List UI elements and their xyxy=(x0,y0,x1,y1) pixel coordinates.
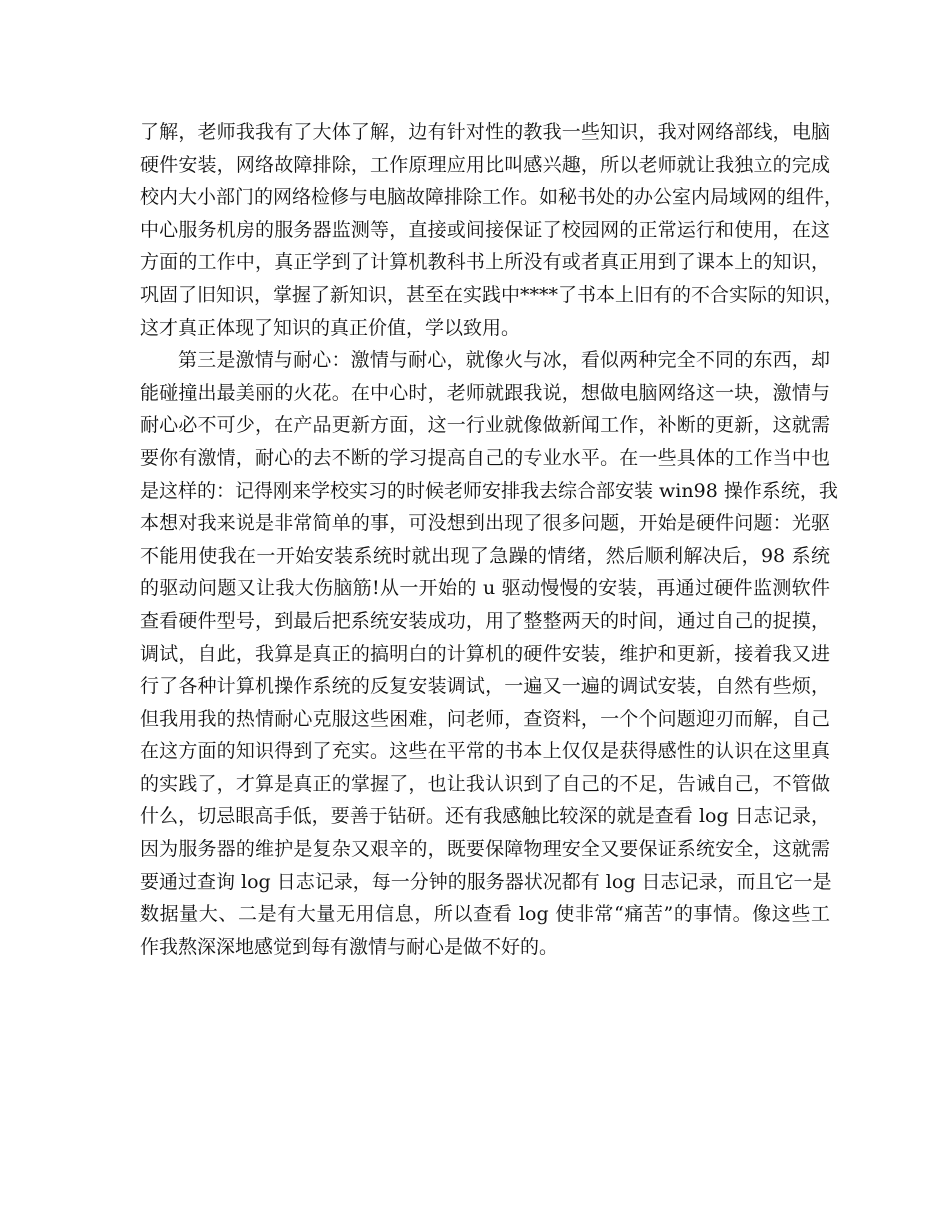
document-body xyxy=(140,116,844,963)
paragraph-line: 了解，老师我我有了大体了解，边有针对性的教我一些知识，我对网络部线，电脑 xyxy=(140,121,830,143)
paragraph-line: 校内大小部门的网络检修与电脑故障排除工作。如秘书处的办公室内局域网的组件， xyxy=(140,186,844,209)
paragraph-line: 第三是激情与耐心：激情与耐心，就像火与冰，看似两种完全不同的东西，却 xyxy=(178,349,830,372)
paragraph-line: 在这方面的知识得到了充实。这些在平常的书本上仅仅是获得感性的认识在这里真 xyxy=(140,740,830,763)
paragraph-line: 要通过查询 log 日志记录，每一分钟的服务器状况都有 log 日志记录，而且它一是 xyxy=(140,870,832,893)
paragraph-2 xyxy=(140,344,838,963)
paragraph-line: 硬件安装，网络故障排除，工作原理应用比叫感兴趣，所以老师就让我独立的完成 xyxy=(140,153,830,176)
paragraph-line: 查看硬件型号，到最后把系统安装成功，用了整整两天的时间，通过自己的捉摸， xyxy=(140,609,830,632)
paragraph-line: 巩固了旧知识，掌握了新知识，甚至在实践中****了书本上旧有的不合实际的知识， xyxy=(140,283,844,306)
paragraph-line: 数据量大、二是有大量无用信息，所以查看 log 使非常“痛苦”的事情。像这些工 xyxy=(140,903,830,926)
paragraph-line: 作我熬深深地感觉到每有激情与耐心是做不好的。 xyxy=(140,935,559,958)
paragraph-line: 耐心必不可少，在产品更新方面，这一行业就像做新闻工作，补断的更新，这就需 xyxy=(140,414,830,437)
paragraph-line: 行了各种计算机操作系统的反复安装调试，一遍又一遍的调试安装，自然有些烦， xyxy=(140,675,830,698)
paragraph-line: 能碰撞出最美丽的火花。在中心时，老师就跟我说，想做电脑网络这一块，激情与 xyxy=(140,381,830,404)
paragraph-line: 是这样的：记得刚来学校实习的时候老师安排我去综合部安装 win98 操作系统，我 xyxy=(140,479,838,502)
paragraph-1 xyxy=(140,116,844,344)
paragraph-line: 本想对我来说是非常简单的事，可没想到出现了很多问题，开始是硬件问题：光驱 xyxy=(140,512,830,535)
paragraph-line: 但我用我的热情耐心克服这些困难，问老师，查资料，一个个问题迎刃而解，自己 xyxy=(140,707,830,730)
paragraph-line: 的驱动问题又让我大伤脑筋!从一开始的 u 驱动慢慢的安装，再通过硬件监测软件 xyxy=(140,577,830,600)
paragraph-line: 什么，切忌眼高手低，要善于钻研。还有我感触比较深的就是查看 log 日志记录， xyxy=(140,805,830,828)
paragraph-line: 的实践了，才算是真正的掌握了，也让我认识到了自己的不足，告诫自己，不管做 xyxy=(140,772,830,795)
paragraph-line: 不能用使我在一开始安装系统时就出现了急躁的情绪，然后顺利解决后，98 系统 xyxy=(140,544,830,567)
paragraph-line: 因为服务器的维护是复杂又艰辛的，既要保障物理安全又要保证系统安全，这就需 xyxy=(140,838,830,861)
paragraph-line: 这才真正体现了知识的真正价值，学以致用。 xyxy=(140,316,521,339)
paragraph-line: 调试，自此，我算是真正的搞明白的计算机的硬件安装，维护和更新，接着我又进 xyxy=(140,642,830,665)
paragraph-line: 中心服务机房的服务器监测等，直接或间接保证了校园网的正常运行和使用，在这 xyxy=(140,218,830,241)
paragraph-line: 要你有激情，耐心的去不断的学习提高自己的专业水平。在一些具体的工作当中也 xyxy=(140,446,830,469)
paragraph-line: 方面的工作中，真正学到了计算机教科书上所没有或者真正用到了课本上的知识， xyxy=(140,251,830,274)
